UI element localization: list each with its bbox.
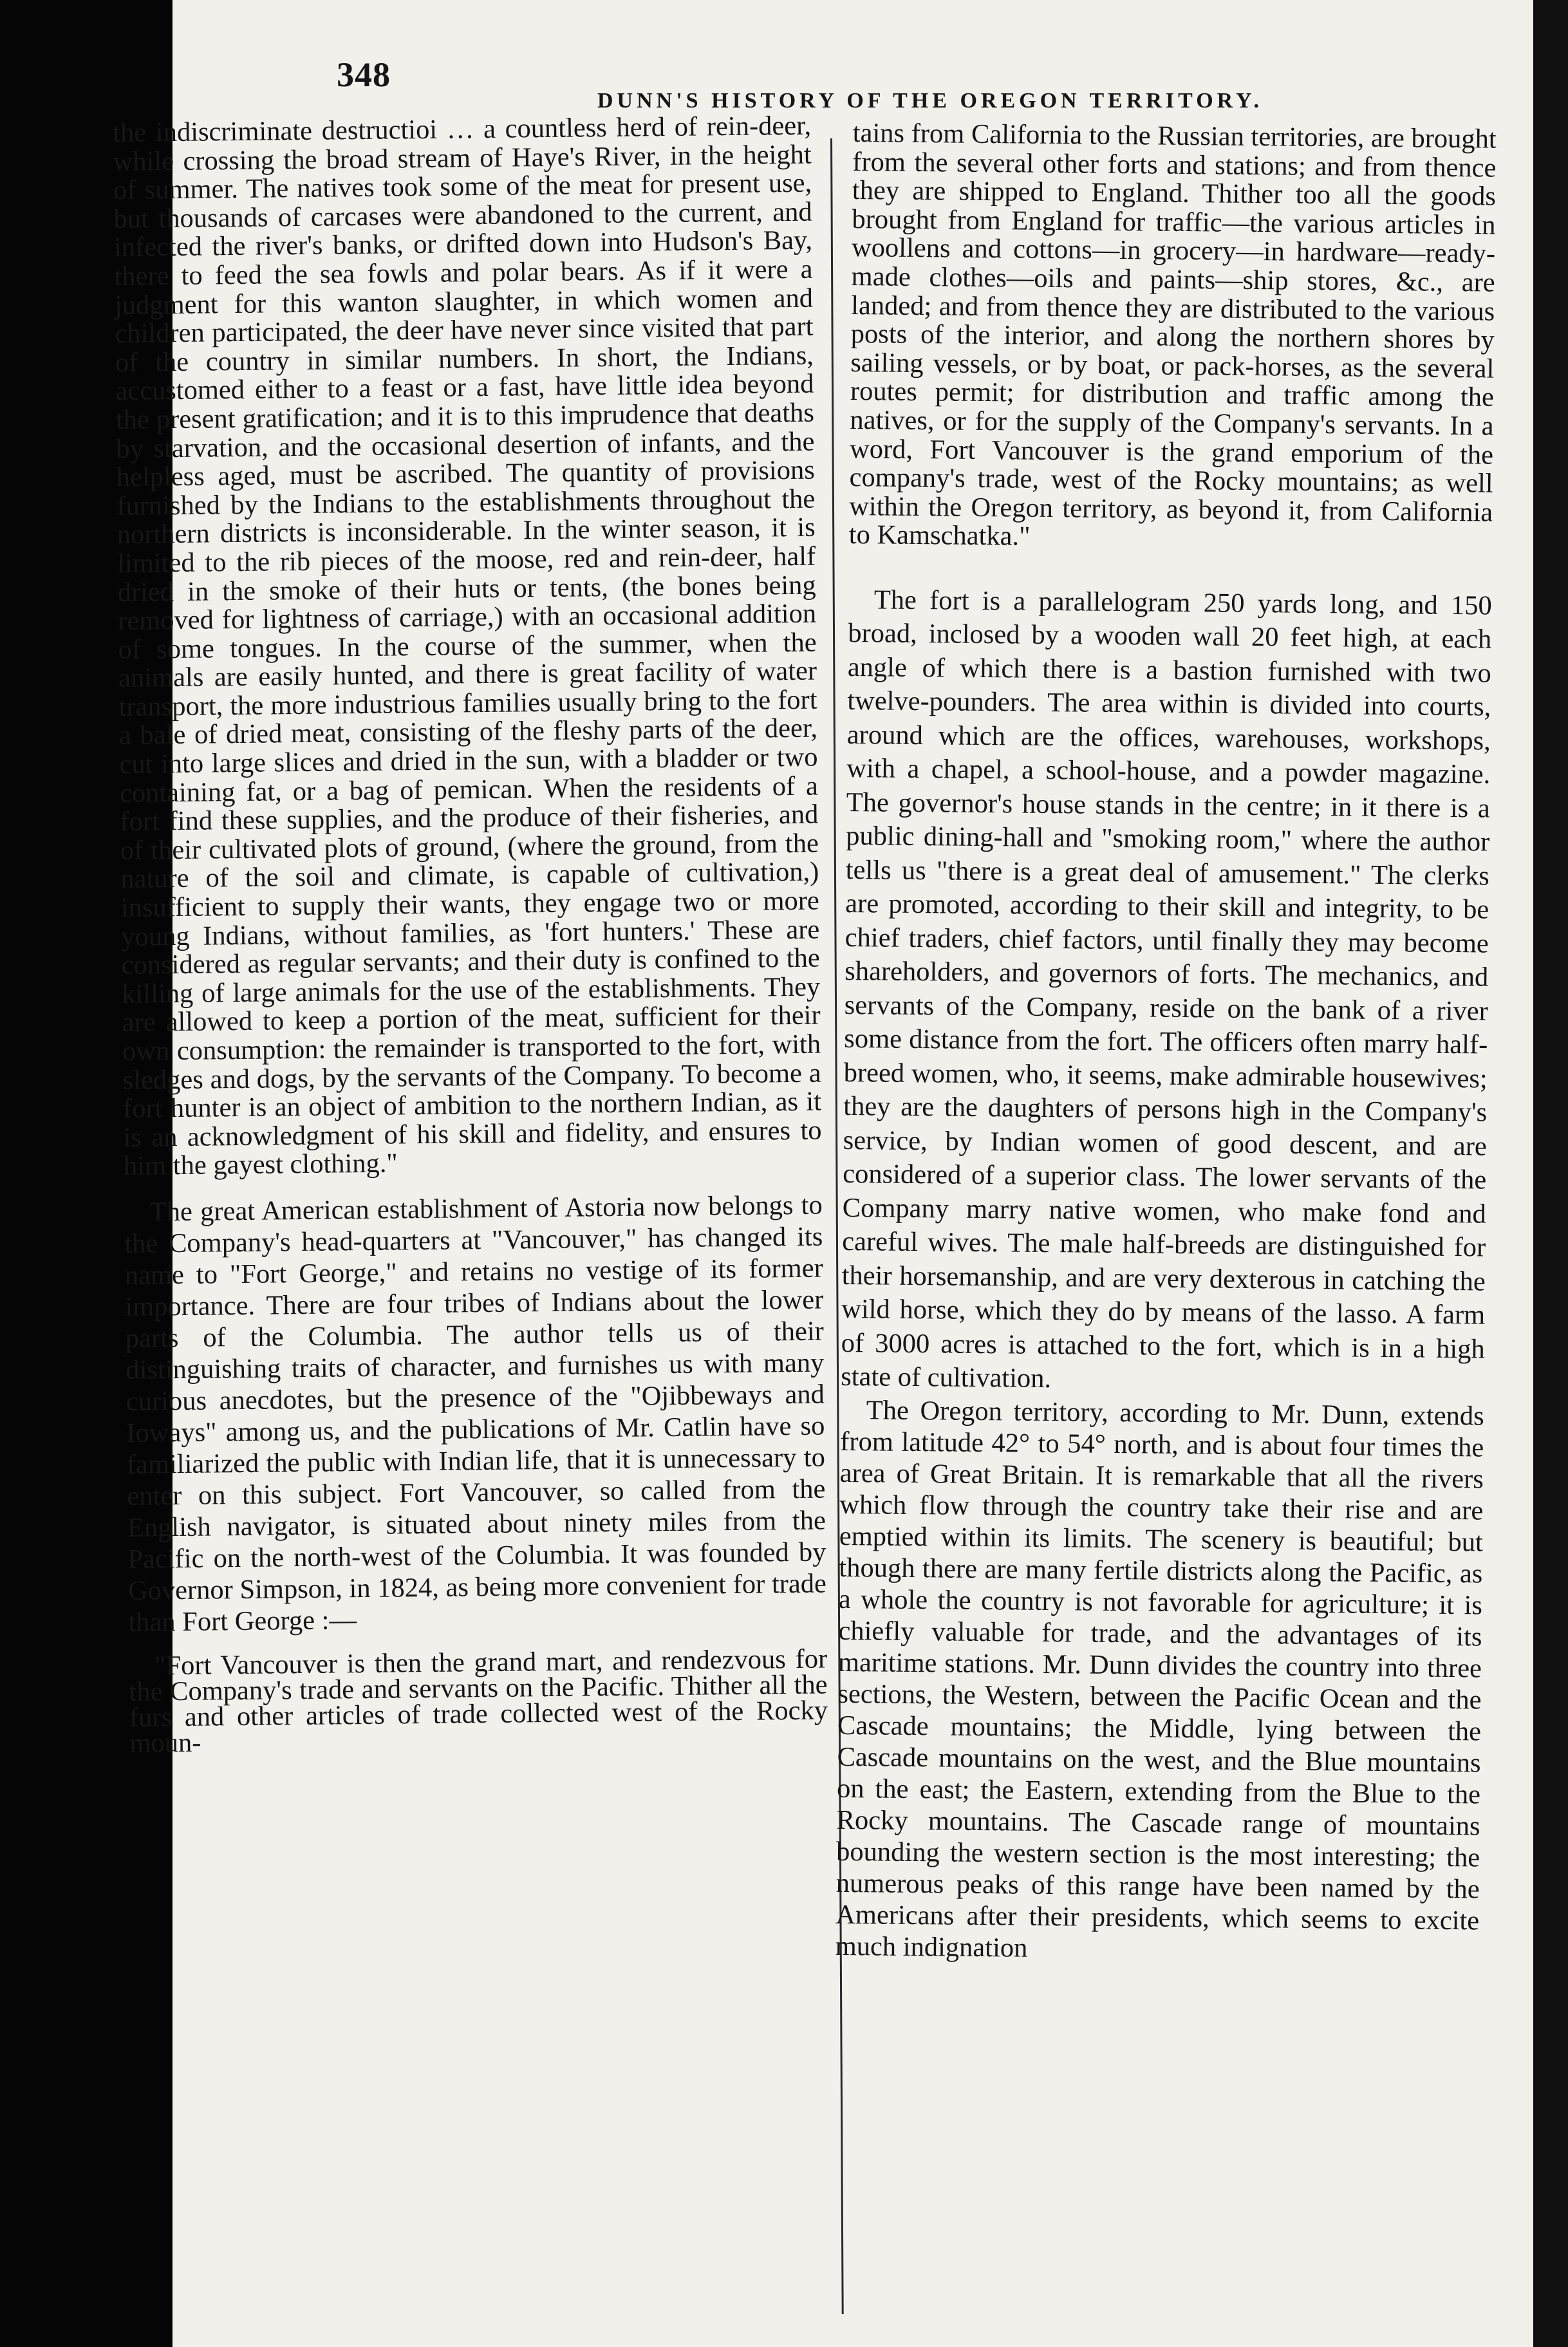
right-paragraph-1: tains from California to the Russian territories, are brought from the several other forts and stations; and from thence they are shipped to England. Thither too all the goods brought from England for traffic—the various articles in woollens and cottons—in grocery—in hardware—ready-made clothes—oils and paints—ship stores, &c., are landed; and from thence they are distributed to the various posts of the interior, and along the northern shores by sailing vessels, or by boat, or pack-horses, as the several routes permit; for distribution and traffic among the natives, or for the supply of the Company's servants. In a word, Fort Vancouver is the grand emporium of the company's trade, west of the Rocky mountains; as well within the Oregon territory, as beyond it, from California to Kamschatka." [848, 118, 1497, 552]
left-paragraph-2: The great American establishment of Astoria now belongs to the Company's head-quarters at "Vancouver," has changed its name to "Fort George," and retains no vestige of its former importance. There are four tribes of Indians about the lower parts of the Columbia. The author tells us of their distinguishing traits of character, and furnishes us with many curious anecdotes, but the presence of the "Ojibbeways and Ioways" among us, and the publications of Mr. Catlin have so familiarized the public with Indian life, that it is unnecessary to enter on this subject. Fort Vancouver, so called from the English navigator, is situated about ninety miles from the Pacific on the north-west of the Columbia. It was founded by Governor Simpson, in 1824, as being more convenient for trade than Fort George :— [124, 1190, 827, 1638]
right-column [835, 119, 1497, 1968]
right-paragraph-2: The fort is a parallelogram 250 yards long, and 150 broad, inclosed by a wooden wall 20 feet high, at each angle of which there is a bastion furnished with two twelve-pounders. The area within is divided into courts, around which are the offices, warehouses, workshops, with a chapel, a school-house, and a powder magazine. The governor's house stands in the centre; in it there is a public dining-hall and "smoking room," where the author tells us "there is a great deal of amusement." The clerks are promoted, according to their skill and integrity, to be chief traders, chief factors, until finally they may become shareholders, and governors of forts. The mechanics, and servants of the Company, reside on the bank of a river some distance from the fort. The officers often marry half-breed women, who, it seems, make admirable housewives; they are the daughters of persons high in the Company's service, by Indian women of good descent, and are considered of a superior class. The lower servants of the Company marry native women, who make fond and careful wives. The male half-breeds are distinguished for their horsemanship, and are very dexterous in catching the wild horse, which they do by means of the lasso. A farm of 3000 acres is attached to the fort, which is in a high state of cultivation. [841, 584, 1493, 1394]
page-edge-shadow [1533, 0, 1568, 2347]
page-header [173, 0, 1533, 129]
left-paragraph-1: the indiscriminate destructioi … a countless herd of rein-deer, while crossing the broad stream of Haye's River, in the height of summer. The natives took some of the meat for present use, but thousands of carcases were abandoned to the current, and infected the river's banks, or drifted down into Hudson's Bay, there to feed the sea fowls and polar bears. As if it were a judgment for this wanton slaughter, in which women and children participated, the deer have never since visited that part of the country in similar numbers. In short, the Indians, accustomed either to a feast or a fast, have little idea beyond the present gratification; and it is to this imprudence that deaths by starvation, and the occasional desertion of infants, and the helpless aged, must be ascribed. The quantity of provisions furnished by the Indians to the establishments throughout the northern districts is inconsiderable. In the winter season, it is limited to the rib pieces of the moose, red and rein-deer, half dried in the smoke of their huts or tents, (the bones being removed for lightness of carriage,) with an occasional addition of some tongues. In the course of the summer, when the animals are easily hunted, and there is great facility of water transport, the more industrious families usually bring to the fort a bale of dried meat, consisting of the fleshy parts of the deer, cut into large slices and dried in the sun, with a bladder or two containing fat, or a bag of pemican. When the residents of a fort find these supplies, and the produce of their fisheries, and of their cultivated plots of ground, (where the ground, from the nature of the soil and climate, is capable of cultivation,) insufficient to supply their wants, they engage two or more young Indians, without families, as 'fort hunters.' These are considered as regular servants; and their duty is confined to the killing of large animals for the use of the establishments. They are allowed to keep a portion of the meat, sufficient for their own consumption: the remainder is transported to the fort, with sledges and dogs, by the servants of the Company. To become a fort hunter is an object of ambition to the northern Indian, as it is an acknowledgment of his skill and fidelity, and ensures to him the gayest clothing." [112, 110, 822, 1182]
right-paragraph-3: The Oregon territory, according to Mr. Dunn, extends from latitude 42° to 54° north, and is about four times the area of Great Britain. It is remarkable that all the rivers which flow through the country take their rise and are emptied within its limits. The scenery is beautiful; but though there are many fertile districts along the Pacific, as a whole the country is not favorable for agriculture; it is chiefly valuable for trade, and the advantages of its maritime stations. Mr. Dunn divides the country into three sections, the Western, between the Pacific Ocean and the Cascade mountains; the Middle, lying between the Cascade mountains on the west, and the Blue mountains on the east; the Eastern, extending from the Blue to the Rocky mountains. The Cascade range of mountains bounding the western section is the most interesting; the numerous peaks of this range have been named by the Americans after their presidents, which seems to excite much indignation [835, 1395, 1484, 1963]
running-head: DUNN'S HISTORY OF THE OREGON TERRITORY. [597, 89, 1263, 113]
page-number: 348 [337, 55, 391, 94]
left-column [113, 112, 828, 1757]
left-paragraph-3: "Fort Vancouver is then the grand mart, and rendezvous for the Company's trade and servants on the Pacific. Thither all the furs and other articles of trade collected west of the Rocky moun- [129, 1643, 828, 1759]
